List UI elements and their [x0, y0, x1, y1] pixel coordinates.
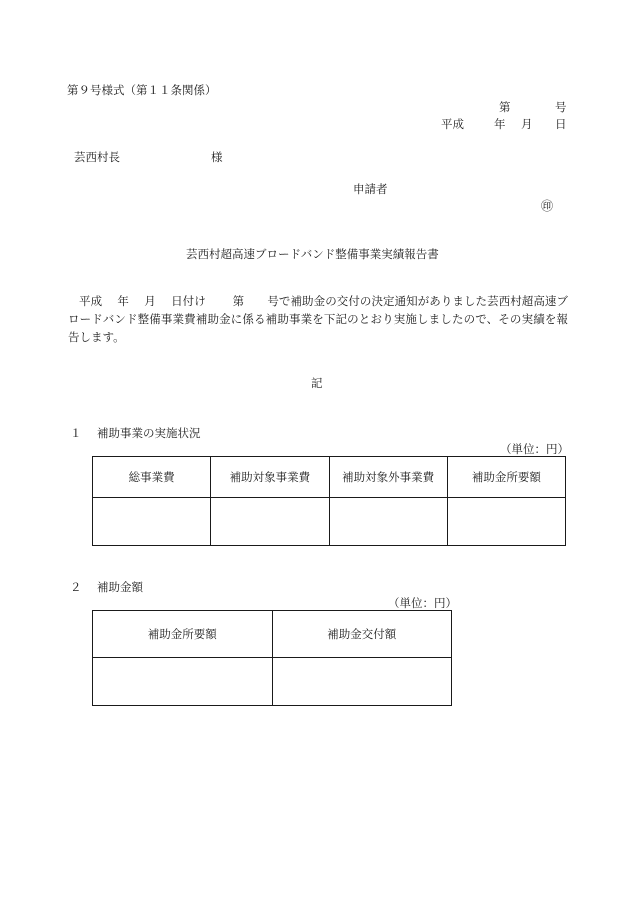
section2-title: 補助金額	[97, 580, 143, 594]
date-era: 平成	[441, 117, 464, 131]
cell-granted-subsidy[interactable]	[272, 658, 452, 706]
cell-required-subsidy[interactable]	[447, 498, 565, 546]
date-day: 日	[555, 117, 567, 131]
header-required-subsidy: 補助金所要額	[93, 611, 273, 658]
body-paragraph: 平成 年 月 日付け 第 号で補助金の交付の決定通知がありました芸西村超高速ブロードバンド整備事業費補助金に係る補助事業を下記のとおり実施しましたので、その実績を報告します。	[68, 294, 568, 344]
cell-ineligible-cost[interactable]	[329, 498, 447, 546]
header-granted-subsidy: 補助金交付額	[272, 611, 452, 658]
subsidy-table	[92, 610, 452, 706]
cell-required-subsidy[interactable]	[93, 658, 273, 706]
section2-unit: （単位：円）	[388, 596, 457, 610]
table-header-row	[93, 457, 566, 498]
cell-eligible-cost[interactable]	[211, 498, 329, 546]
document-title: 芸西村超高速ブロードバンド整備事業実績報告書	[186, 247, 439, 261]
header-total-cost: 総事業費	[93, 457, 211, 498]
ref-number-suffix: 号	[555, 100, 567, 114]
ki-mark: 記	[311, 376, 323, 390]
implementation-table	[92, 456, 566, 546]
date-month: 月	[521, 117, 533, 131]
section1-title: 補助事業の実施状況	[97, 426, 201, 440]
section1-number: １	[70, 426, 82, 440]
section1-unit: （単位：円）	[500, 442, 569, 456]
addressee-honorific: 様	[211, 150, 223, 164]
table-header-row	[93, 611, 452, 658]
header-eligible-cost: 補助対象事業費	[211, 457, 329, 498]
header-required-subsidy: 補助金所要額	[447, 457, 565, 498]
header-ineligible-cost: 補助対象外事業費	[329, 457, 447, 498]
table-row	[93, 658, 452, 706]
form-label: 第９号様式（第１１条関係）	[67, 83, 217, 97]
cell-total-cost[interactable]	[93, 498, 211, 546]
ref-number-prefix: 第	[499, 100, 511, 114]
date-year: 年	[494, 117, 506, 131]
applicant-label: 申請者	[353, 182, 388, 196]
seal-mark: ㊞	[541, 199, 554, 213]
table-row	[93, 498, 566, 546]
addressee-name: 芸西村長	[74, 150, 120, 164]
section2-number: ２	[70, 580, 82, 594]
